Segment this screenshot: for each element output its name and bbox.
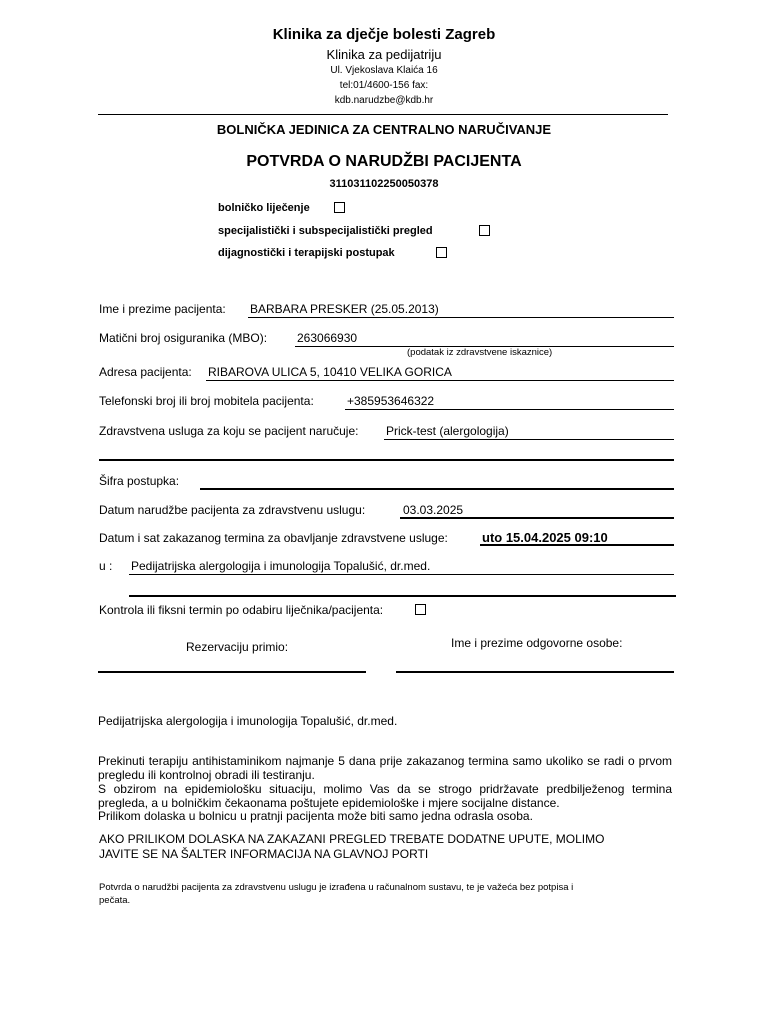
patient-name-underline <box>248 317 674 318</box>
caps-note-line-1: AKO PRILIKOM DOLASKA NA ZAKAZANI PREGLED TREBATE DODATNE UPUTE, MOLIMO <box>99 832 605 846</box>
mbo-label: Matični broj osiguranika (MBO): <box>99 331 268 345</box>
note-paragraph-companion: Prilikom dolaska u bolnicu u pratnji pacijenta može biti samo jedna odrasla osoba. <box>98 809 533 823</box>
unit-title: BOLNIČKA JEDINICA ZA CENTRALNO NARUČIVANJE <box>216 122 552 137</box>
address-value: RIBAROVA ULICA 5, 10410 VELIKA GORICA <box>208 365 452 379</box>
service-underline <box>384 439 674 440</box>
phone-value: +385953646322 <box>347 394 435 408</box>
service-type-label-diagnostic: dijagnostički i terapijski postupak <box>218 247 395 259</box>
service-label: Zdravstvena usluga za koju se pacijent naručuje: <box>99 424 359 438</box>
responsible-person-label: Ime i prezime odgovorne osobe: <box>451 636 623 650</box>
service-type-label-specialist: specijalistički i subspecijalistički pregled <box>218 225 433 237</box>
phone-label: Telefonski broj ili broj mobitela pacijenta: <box>99 394 314 408</box>
procedure-code-label: Šifra postupka: <box>99 474 180 488</box>
address-underline <box>206 380 674 381</box>
mbo-note: (podatak iz zdravstvene iskaznice) <box>407 347 553 358</box>
institution-name: Klinika za dječje bolesti Zagreb <box>272 26 496 43</box>
appointment-label: Datum i sat zakazanog termina za obavljanje zdravstvene usluge: <box>99 531 448 545</box>
received-by-label: Rezervaciju primio: <box>186 640 289 654</box>
location-value: Pedijatrijska alergologija i imunologija Topalušić, dr.med. <box>131 559 431 573</box>
mbo-value: 263066930 <box>297 331 358 345</box>
footer-note: Potvrda o narudžbi pacijenta za zdravstvenu uslugu je izrađena u računalnom sustavu, te je važeća bez potpisa i pečata. <box>99 882 574 906</box>
service-type-label-hospital: bolničko liječenje <box>218 202 310 214</box>
checkbox-diagnostic-procedure[interactable] <box>436 247 447 258</box>
patient-name-value: BARBARA PRESKER (25.05.2013) <box>250 302 439 316</box>
procedure-code-underline <box>200 488 674 490</box>
location-extra-line <box>129 595 676 597</box>
note-paragraph-antihistamine: Prekinuti terapiju antihistaminikom najmanje 5 dana prije zakazanog termina samo ukoliko se radi o prvom pregledu ili kontrolnoj obradi ili testiranju. <box>98 754 672 782</box>
control-label: Kontrola ili fiksni termin po odabiru liječnika/pacijenta: <box>99 603 384 617</box>
clinic-name: Klinika za pedijatriju <box>326 47 442 62</box>
appointment-value: uto 15.04.2025 09:10 <box>482 530 608 545</box>
checkbox-hospital-treatment[interactable] <box>334 202 345 213</box>
service-value: Prick-test (alergologija) <box>386 424 509 438</box>
phone-underline <box>345 409 674 410</box>
caps-note-line-2: JAVITE SE NA ŠALTER INFORMACIJA NA GLAVNOJ PORTI <box>99 847 429 861</box>
location-label: u : <box>99 559 113 573</box>
address-label: Adresa pacijenta: <box>99 365 192 379</box>
document-title: POTVRDA O NARUDŽBI PACIJENTA <box>246 153 522 170</box>
phone-line: tel:01/4600-156 fax: <box>339 80 429 91</box>
responsible-signature-line <box>396 671 674 673</box>
department-note: Pedijatrijska alergologija i imunologija Topalušić, dr.med. <box>98 714 398 728</box>
order-date-label: Datum narudžbe pacijenta za zdravstvenu uslugu: <box>99 503 366 517</box>
checkbox-specialist-exam[interactable] <box>479 225 490 236</box>
email-line: kdb.narudzbe@kdb.hr <box>334 95 434 106</box>
header-divider <box>98 114 668 115</box>
location-underline <box>129 574 674 575</box>
appointment-underline <box>480 544 674 546</box>
address-line: Ul. Vjekoslava Klaića 16 <box>330 65 438 76</box>
order-number: 311031102250050378 <box>329 178 439 190</box>
order-date-value: 03.03.2025 <box>403 503 464 517</box>
service-extra-line <box>99 459 674 461</box>
order-date-underline <box>400 517 674 519</box>
patient-name-label: Ime i prezime pacijenta: <box>99 302 226 316</box>
checkbox-control-appointment[interactable] <box>415 604 426 615</box>
received-by-signature-line <box>98 671 366 673</box>
note-paragraph-epidemiology: S obzirom na epidemiološku situaciju, molimo Vas da se strogo pridržavate predbilježenog termina pregleda, a u bolničkim čekaonama poštujete epidemiološke i mjere socijalne distance. <box>98 782 672 810</box>
